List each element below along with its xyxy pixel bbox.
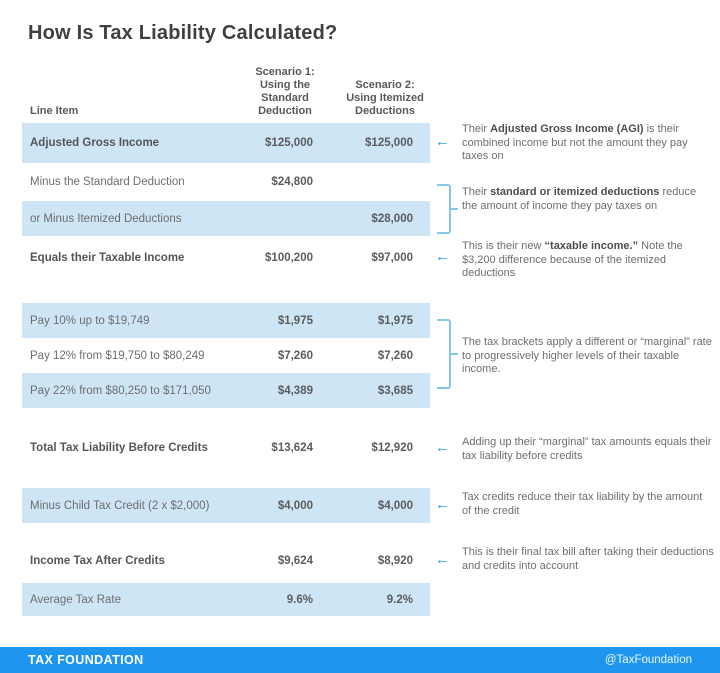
annotation-marginal-rates xyxy=(462,336,714,377)
table-row-total-liability xyxy=(22,430,430,466)
row-value-scenario2: $125,000 xyxy=(365,137,413,149)
annotation-bold-text: Adjusted Gross Income (AGI) xyxy=(490,123,644,135)
row-value-scenario1: $9,624 xyxy=(277,554,313,567)
annotation-tax-credits xyxy=(462,491,714,518)
bracket-tick-icon xyxy=(449,208,458,210)
table-row-bracket-12pct xyxy=(22,338,430,373)
table-row-adjusted-gross-income xyxy=(22,123,430,163)
row-value-scenario1: $24,800 xyxy=(271,176,313,188)
annotation-text: The tax brackets apply a different or “marginal” rate to progressively higher levels of their taxable income. xyxy=(462,336,712,375)
row-label: Average Tax Rate xyxy=(30,593,121,606)
table-row-taxable-income xyxy=(22,236,430,280)
annotation-agi xyxy=(462,123,714,164)
column-header-line-item: Line Item xyxy=(30,105,79,117)
annotation-final-tax-bill xyxy=(462,546,714,573)
header-line: Using Itemized xyxy=(346,92,424,104)
annotation-text: reduce the amount of income they pay taxes on xyxy=(462,186,697,212)
row-value-scenario1: $1,975 xyxy=(277,314,313,327)
row-label: Adjusted Gross Income xyxy=(30,137,160,149)
bracket-tick-icon xyxy=(449,353,458,355)
left-arrow-icon: ← xyxy=(435,248,450,265)
row-label: Pay 10% up to $19,749 xyxy=(30,314,150,327)
row-value-scenario1: 9.6% xyxy=(286,593,313,606)
left-arrow-icon: ← xyxy=(435,133,450,150)
annotation-bold-text: standard or itemized deductions xyxy=(490,186,660,198)
row-value-scenario2: 9.2% xyxy=(386,593,413,606)
left-arrow-icon: ← xyxy=(435,439,450,456)
page-title: How Is Tax Liability Calculated? xyxy=(28,22,338,44)
row-label: Minus the Standard Deduction xyxy=(30,176,185,188)
table-row-average-tax-rate xyxy=(22,583,430,616)
row-value-scenario2: $8,920 xyxy=(377,554,413,567)
twitter-handle[interactable]: @TaxFoundation xyxy=(604,654,692,666)
left-arrow-icon: ← xyxy=(435,551,450,568)
left-arrow-icon: ← xyxy=(435,496,450,513)
annotation-text: Note the $3,200 difference because of the itemized deductions xyxy=(462,240,683,279)
row-value-scenario1: $100,200 xyxy=(265,252,313,264)
row-label: or Minus Itemized Deductions xyxy=(30,212,182,225)
row-value-scenario2: $3,685 xyxy=(377,384,413,397)
row-label: Income Tax After Credits xyxy=(30,554,165,567)
row-value-scenario2: $1,975 xyxy=(377,314,413,327)
row-value-scenario2: $7,260 xyxy=(377,349,413,362)
annotation-text: is their combined income but not the amount they pay taxes on xyxy=(462,123,688,162)
annotation-text: This is their new xyxy=(462,240,545,252)
table-row-bracket-10pct xyxy=(22,303,430,338)
row-value-scenario1: $4,389 xyxy=(277,384,313,397)
annotation-text: This is their final tax bill after taking their deductions and credits into account xyxy=(462,546,714,572)
row-value-scenario2: $4,000 xyxy=(377,499,413,512)
row-value-scenario2: $97,000 xyxy=(371,252,413,264)
annotation-text: Their xyxy=(462,186,491,198)
annotation-total-liability xyxy=(462,436,714,463)
annotation-text: Their xyxy=(462,123,491,135)
header-line: Scenario 2: xyxy=(355,79,415,91)
row-value-scenario1: $13,624 xyxy=(271,442,313,454)
row-value-scenario1: $4,000 xyxy=(277,499,313,512)
row-label: Total Tax Liability Before Credits xyxy=(30,442,208,454)
header-line: Deductions xyxy=(355,105,415,117)
header-line: Deduction xyxy=(258,105,312,117)
footer-bar xyxy=(0,647,720,673)
annotation-taxable-income xyxy=(462,240,714,281)
row-label: Pay 22% from $80,250 to $171,050 xyxy=(30,384,211,397)
annotation-text: Tax credits reduce their tax liability by the amount of the credit xyxy=(462,491,703,517)
annotation-deductions xyxy=(462,186,714,213)
row-value-scenario2: $28,000 xyxy=(371,212,413,225)
brand-name: TAX FOUNDATION xyxy=(28,653,144,667)
row-label: Minus Child Tax Credit (2 x $2,000) xyxy=(30,499,210,512)
annotation-bold-text: “taxable income.” xyxy=(544,240,639,252)
table-row-standard-deduction xyxy=(22,163,430,201)
annotation-text: Adding up their “marginal” tax amounts equals their tax liability before credits xyxy=(462,436,712,462)
row-label: Equals their Taxable Income xyxy=(30,252,185,264)
table-row-child-tax-credit xyxy=(22,488,430,523)
row-value-scenario1: $125,000 xyxy=(265,137,313,149)
row-value-scenario2: $12,920 xyxy=(371,442,413,454)
table-row-bracket-22pct xyxy=(22,373,430,408)
header-line: Standard xyxy=(261,92,309,104)
header-line: Scenario 1: xyxy=(255,66,315,78)
header-line: Using the xyxy=(259,79,311,91)
column-header-scenario2 xyxy=(340,79,430,118)
column-header-scenario1 xyxy=(240,66,330,118)
row-label: Pay 12% from $19,750 to $80,249 xyxy=(30,349,205,362)
table-row-itemized-deductions xyxy=(22,201,430,236)
table-row-income-tax-after-credits xyxy=(22,543,430,578)
row-value-scenario1: $7,260 xyxy=(277,349,313,362)
